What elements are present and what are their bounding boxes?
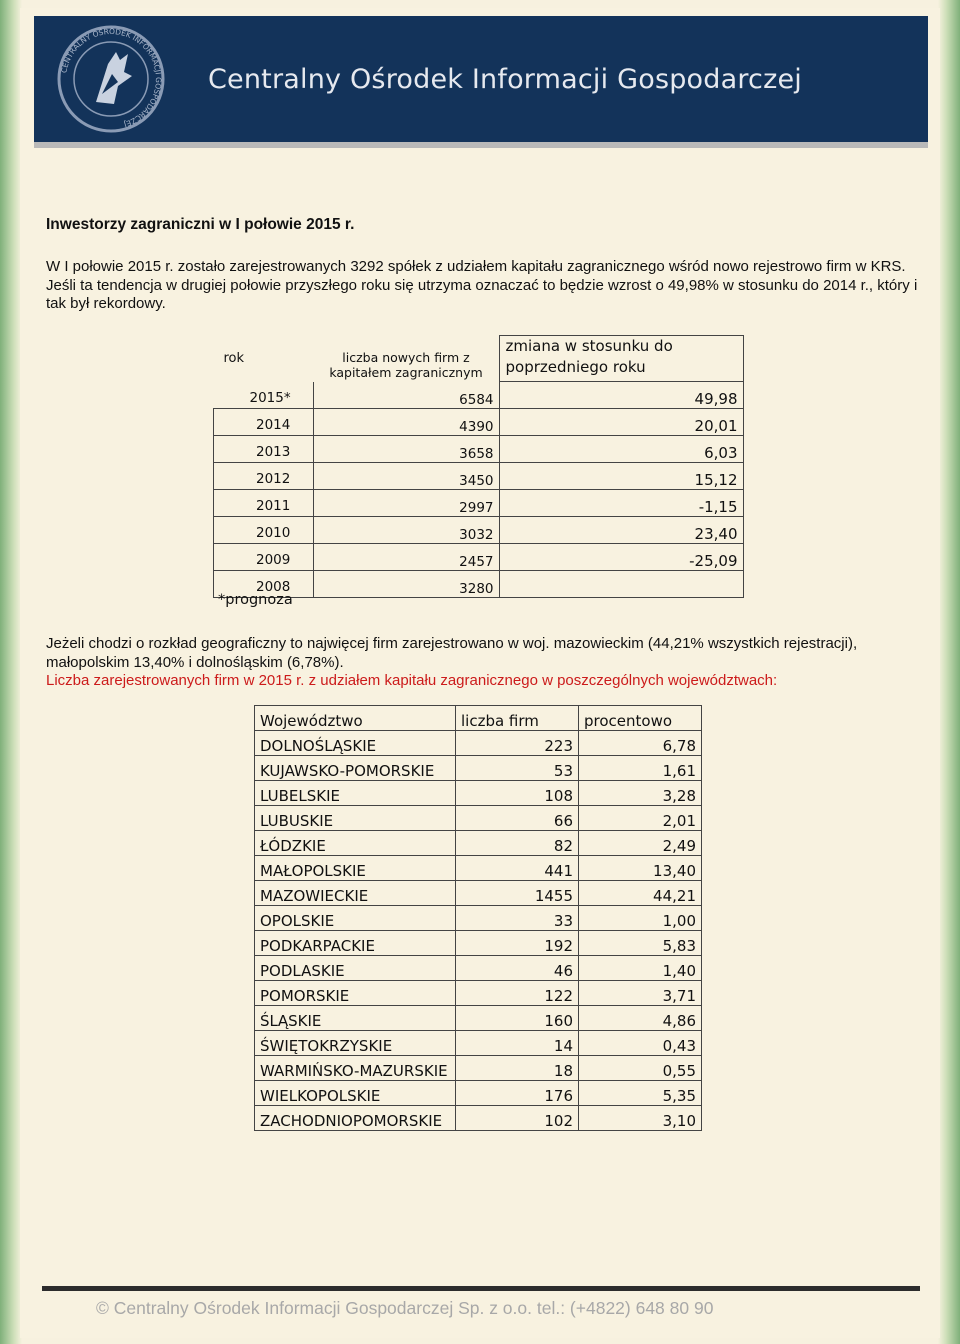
- table-row: [214, 489, 744, 516]
- footer-text: © Centralny Ośrodek Informacji Gospodarczej Sp. z o.o. tel.: (+4822) 648 80 90: [96, 1298, 714, 1318]
- cell-count: 46: [456, 956, 579, 981]
- header-change: zmiana w stosunku do poprzedniego roku: [499, 336, 743, 382]
- footer-divider: [42, 1286, 920, 1291]
- cell-count: 18: [456, 1056, 579, 1081]
- table-row: [255, 756, 702, 781]
- cell-region: LUBELSKIE: [255, 781, 456, 806]
- cell-region: WARMIŃSKO-MAZURSKIE: [255, 1056, 456, 1081]
- cell-count: 6584: [314, 382, 500, 409]
- cell-count: 3032: [314, 516, 500, 543]
- cell-percent: 4,86: [579, 1006, 702, 1031]
- cell-year: 2009: [214, 543, 314, 570]
- cell-region: ŚWIĘTOKRZYSKIE: [255, 1031, 456, 1056]
- cell-percent: 0,43: [579, 1031, 702, 1056]
- cell-region: KUJAWSKO-POMORSKIE: [255, 756, 456, 781]
- cell-region: OPOLSKIE: [255, 906, 456, 931]
- header-year: rok: [223, 351, 245, 366]
- cell-change: 49,98: [499, 382, 743, 409]
- cell-count: 4390: [314, 408, 500, 435]
- geo-paragraph: [46, 635, 926, 691]
- cell-year: 2015*: [214, 382, 314, 409]
- page-heading: Inwestorzy zagraniczni w I połowie 2015 r.: [46, 216, 355, 233]
- table-row: [255, 1106, 702, 1131]
- cell-region: POMORSKIE: [255, 981, 456, 1006]
- table-row: [255, 1081, 702, 1106]
- cell-region: MAZOWIECKIE: [255, 881, 456, 906]
- table-row: [255, 781, 702, 806]
- header-percent: procentowo: [579, 706, 702, 731]
- cell-region: ZACHODNIOPOMORSKIE: [255, 1106, 456, 1131]
- cell-change: 6,03: [499, 435, 743, 462]
- table-header-row: [255, 706, 702, 731]
- table-row: [255, 981, 702, 1006]
- svg-text:CENTRALNY OŚRODEK INFORMACJI G: CENTRALNY OŚRODEK INFORMACJI GOSPODARCZEJ: [59, 26, 164, 129]
- table-row: [255, 906, 702, 931]
- intro-paragraph: W I połowie 2015 r. zostało zarejestrowanych 3292 spółek z udziałem kapitału zagranicznego wśród nowo rejestrowo firm w KRS. Jeśli ta tendencja w drugiej połowie przyszłego roku się utrzyma oznaczać to będzie wzrost o 49,98% w stosunku do 2014 r., który i tak był rekordowy.: [46, 258, 918, 312]
- geo-red-text: Liczba zarejestrowanych firm w 2015 r. z udziałem kapitału zagranicznego w poszczególnych województwach:: [46, 672, 778, 689]
- cell-percent: 5,35: [579, 1081, 702, 1106]
- header-count: liczba firm: [456, 706, 579, 731]
- cell-change: -25,09: [499, 543, 743, 570]
- cell-change: 23,40: [499, 516, 743, 543]
- cell-count: 82: [456, 831, 579, 856]
- table-row: [214, 435, 744, 462]
- table-row: [255, 806, 702, 831]
- table-row: [255, 1031, 702, 1056]
- table-row: [255, 881, 702, 906]
- cell-change: -1,15: [499, 489, 743, 516]
- table-header-row: [214, 336, 744, 382]
- cell-region: LUBUSKIE: [255, 806, 456, 831]
- cell-year: 2011: [214, 489, 314, 516]
- cell-region: ŁÓDZKIE: [255, 831, 456, 856]
- page: [20, 8, 940, 1338]
- cell-region: PODLASKIE: [255, 956, 456, 981]
- cell-count: 3450: [314, 462, 500, 489]
- cell-year: 2014: [214, 408, 314, 435]
- cell-count: 192: [456, 931, 579, 956]
- cell-region: PODKARPACKIE: [255, 931, 456, 956]
- table-row: [255, 931, 702, 956]
- cell-count: 14: [456, 1031, 579, 1056]
- seal-logo-icon: [56, 24, 166, 134]
- cell-change: 20,01: [499, 408, 743, 435]
- cell-year: 2013: [214, 435, 314, 462]
- cell-percent: 6,78: [579, 731, 702, 756]
- cell-count: 223: [456, 731, 579, 756]
- cell-percent: 2,01: [579, 806, 702, 831]
- regions-table: [254, 705, 702, 1131]
- cell-count: 108: [456, 781, 579, 806]
- cell-count: 3658: [314, 435, 500, 462]
- header-count: liczba nowych firm z kapitałem zagranicznym: [329, 349, 483, 380]
- header-title: Centralny Ośrodek Informacji Gospodarczej: [208, 64, 802, 95]
- table-row: [214, 462, 744, 489]
- table-row: [214, 382, 744, 409]
- table-row: [255, 956, 702, 981]
- table-row: [214, 408, 744, 435]
- cell-region: WIELKOPOLSKIE: [255, 1081, 456, 1106]
- cell-count: 53: [456, 756, 579, 781]
- cell-region: ŚLĄSKIE: [255, 1006, 456, 1031]
- cell-year: 2010: [214, 516, 314, 543]
- cell-year: 2012: [214, 462, 314, 489]
- cell-count: 3280: [314, 570, 500, 597]
- table-row: [214, 543, 744, 570]
- cell-count: 176: [456, 1081, 579, 1106]
- cell-region: DOLNOŚLĄSKIE: [255, 731, 456, 756]
- table-row: [255, 1006, 702, 1031]
- table-row: [255, 1056, 702, 1081]
- cell-count: 2457: [314, 543, 500, 570]
- yearly-firms-table: [213, 335, 744, 598]
- header-banner: [34, 16, 928, 148]
- cell-percent: 2,49: [579, 831, 702, 856]
- cell-count: 102: [456, 1106, 579, 1131]
- table-row: [214, 516, 744, 543]
- cell-percent: 5,83: [579, 931, 702, 956]
- cell-count: 66: [456, 806, 579, 831]
- cell-count: 441: [456, 856, 579, 881]
- cell-count: 2997: [314, 489, 500, 516]
- header-region: Województwo: [255, 706, 456, 731]
- cell-count: 1455: [456, 881, 579, 906]
- cell-percent: 13,40: [579, 856, 702, 881]
- cell-percent: 3,28: [579, 781, 702, 806]
- cell-percent: 1,00: [579, 906, 702, 931]
- geo-text: Jeżeli chodzi o rozkład geograficzny to najwięcej firm zarejestrowano w woj. mazowieckim (44,21% wszystkich rejestracji), małopolskim 13,40% i dolnośląskim (6,78%).: [46, 635, 858, 671]
- cell-percent: 0,55: [579, 1056, 702, 1081]
- table-row: [255, 831, 702, 856]
- cell-percent: 1,40: [579, 956, 702, 981]
- cell-percent: 1,61: [579, 756, 702, 781]
- table-row: [214, 570, 744, 597]
- cell-count: 160: [456, 1006, 579, 1031]
- cell-change: [499, 570, 743, 597]
- cell-change: 15,12: [499, 462, 743, 489]
- cell-region: MAŁOPOLSKIE: [255, 856, 456, 881]
- cell-percent: 44,21: [579, 881, 702, 906]
- cell-percent: 3,10: [579, 1106, 702, 1131]
- cell-count: 33: [456, 906, 579, 931]
- cell-percent: 3,71: [579, 981, 702, 1006]
- table-row: [255, 856, 702, 881]
- forecast-note: *prognoza: [218, 592, 293, 608]
- cell-year: 2008: [214, 570, 314, 597]
- cell-count: 122: [456, 981, 579, 1006]
- table-row: [255, 731, 702, 756]
